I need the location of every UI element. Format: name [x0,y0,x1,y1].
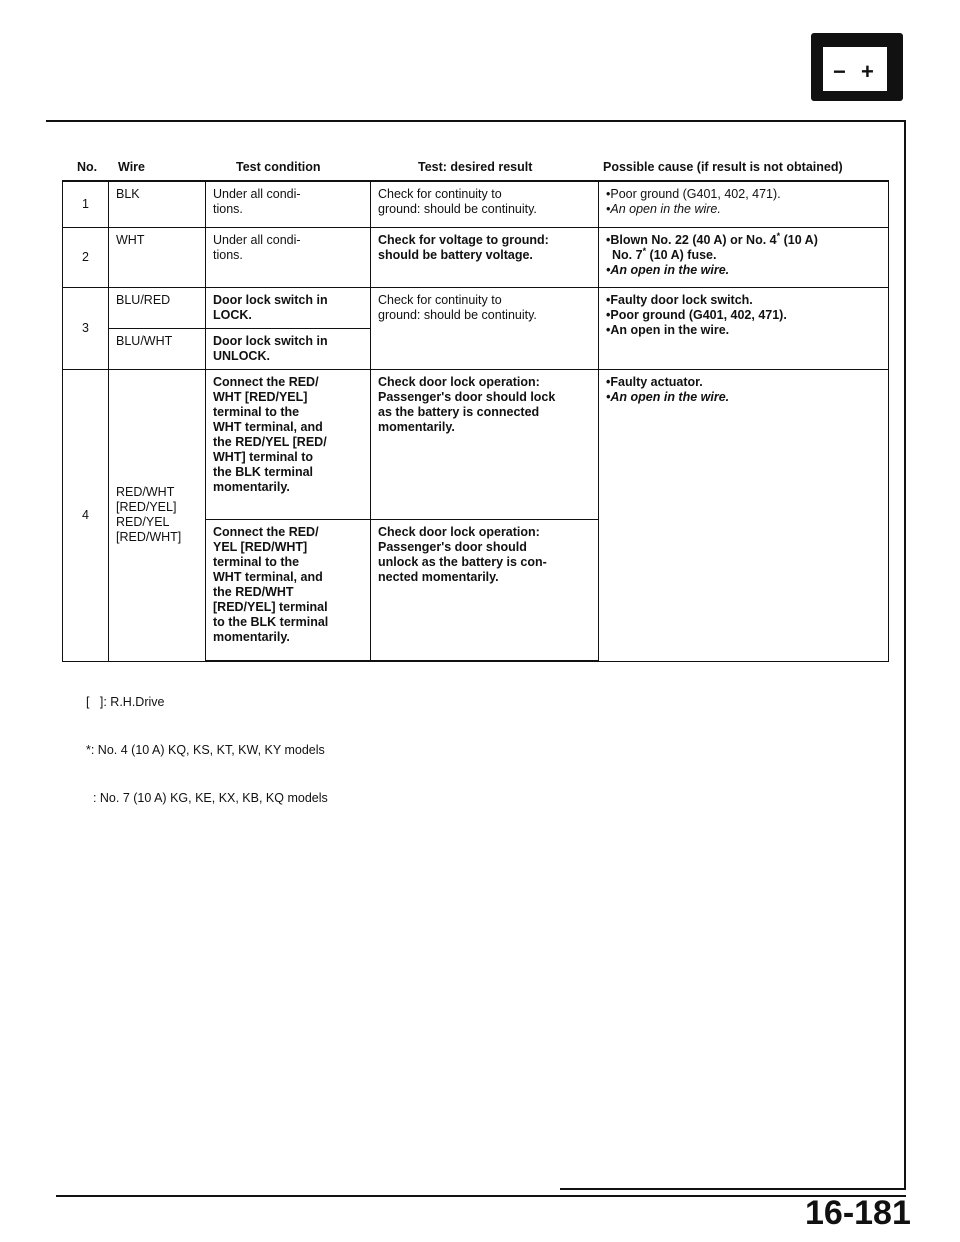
row-number: 1 [63,181,109,227]
result-cell: Check for voltage to ground: should be battery voltage. [371,227,599,287]
cause-line: •Faulty actuator. [606,374,703,389]
cause-line: •Poor ground (G401, 402, 471). [606,307,787,322]
result-line: Check door lock operation: [378,374,540,389]
table-row [63,181,889,227]
cause-line: •Poor ground (G401, 402, 471). [606,187,781,201]
cause-line [606,245,881,263]
cause-line: •An open in the wire. [606,389,730,404]
page-number: 16-181 [805,1194,911,1232]
plus-icon: + [861,59,874,84]
condition-cell: Under all condi- tions. [206,227,371,287]
cause-text: (10 A) [780,232,818,247]
row-number: 4 [63,369,109,661]
result-cell: Check for continuity to ground: should be continuity. [371,287,599,369]
condition-cell: Under all condi- tions. [206,181,371,227]
result-cell: Check for continuity to ground: should be continuity. [371,181,599,227]
footnote-line: *: No. 4 (10 A) KQ, KS, KT, KW, KY models [86,743,325,757]
condition-cell: Connect the RED/ WHT [RED/YEL] terminal to the WHT terminal, and the RED/YEL [RED/ WHT] terminal to the BLK terminal momentarily. [206,369,371,519]
frame-right-rule [904,120,906,1190]
condition-cell: Door lock switch in LOCK. [206,287,371,328]
frame-top-rule [46,120,906,122]
wire-cell: BLU/WHT [109,328,206,369]
table-row [63,287,889,328]
frame-bottom-rule [560,1188,906,1190]
cause-text: •Blown No. 22 (40 A) or No. 4 [606,232,777,247]
result-text: Passenger's door should lock as the battery is connected momentarily. [378,389,556,434]
troubleshooting-table [62,180,889,662]
condition-cell: Connect the RED/ YEL [RED/WHT] terminal to the WHT terminal, and the RED/WHT [RED/YEL] terminal to the BLK terminal momentarily. [206,519,371,661]
column-headers [0,160,960,178]
footnotes [86,662,328,822]
cause-text: (10 A) fuse. [646,247,717,262]
header-no: No. [77,160,98,174]
header-test-condition: Test condition [236,160,321,174]
minus-icon: − [833,59,846,84]
cause-cell [599,369,889,661]
cause-text: No. 7 [612,247,643,262]
footnote-line: : No. 7 (10 A) KG, KE, KX, KB, KQ models [86,791,328,805]
footnote-line: [ ]: R.H.Drive [86,695,165,709]
cause-line: •An open in the wire. [606,202,721,216]
wire-cell: BLK [109,181,206,227]
header-desired-result: Test: desired result [418,160,533,174]
cause-line: •An open in the wire. [606,322,730,337]
result-cell [371,369,599,519]
footnote-mark: * [642,245,647,256]
wire-cell: BLU/RED [109,287,206,328]
cause-line [606,230,881,248]
cause-line: •Faulty door lock switch. [606,292,753,307]
header-possible-cause: Possible cause (if result is not obtained) [603,160,843,174]
result-cell: Check door lock operation: Passenger's door should unlock as the battery is con- nected momentarily. [371,519,599,661]
condition-cell: Door lock switch in UNLOCK. [206,328,371,369]
header-wire: Wire [118,160,145,174]
cause-cell [599,287,889,369]
table-row [63,227,889,287]
battery-icon [811,33,903,101]
footnote-mark: * [776,230,781,241]
row-number: 2 [63,227,109,287]
cause-cell [599,181,889,227]
table-row [63,369,889,519]
wire-cell: RED/WHT [RED/YEL] RED/YEL [RED/WHT] [109,369,206,661]
cause-line: •An open in the wire. [606,262,730,277]
row-number: 3 [63,287,109,369]
bottom-rule [56,1195,906,1197]
battery-face [823,47,887,91]
cause-cell [599,227,889,287]
wire-cell: WHT [109,227,206,287]
